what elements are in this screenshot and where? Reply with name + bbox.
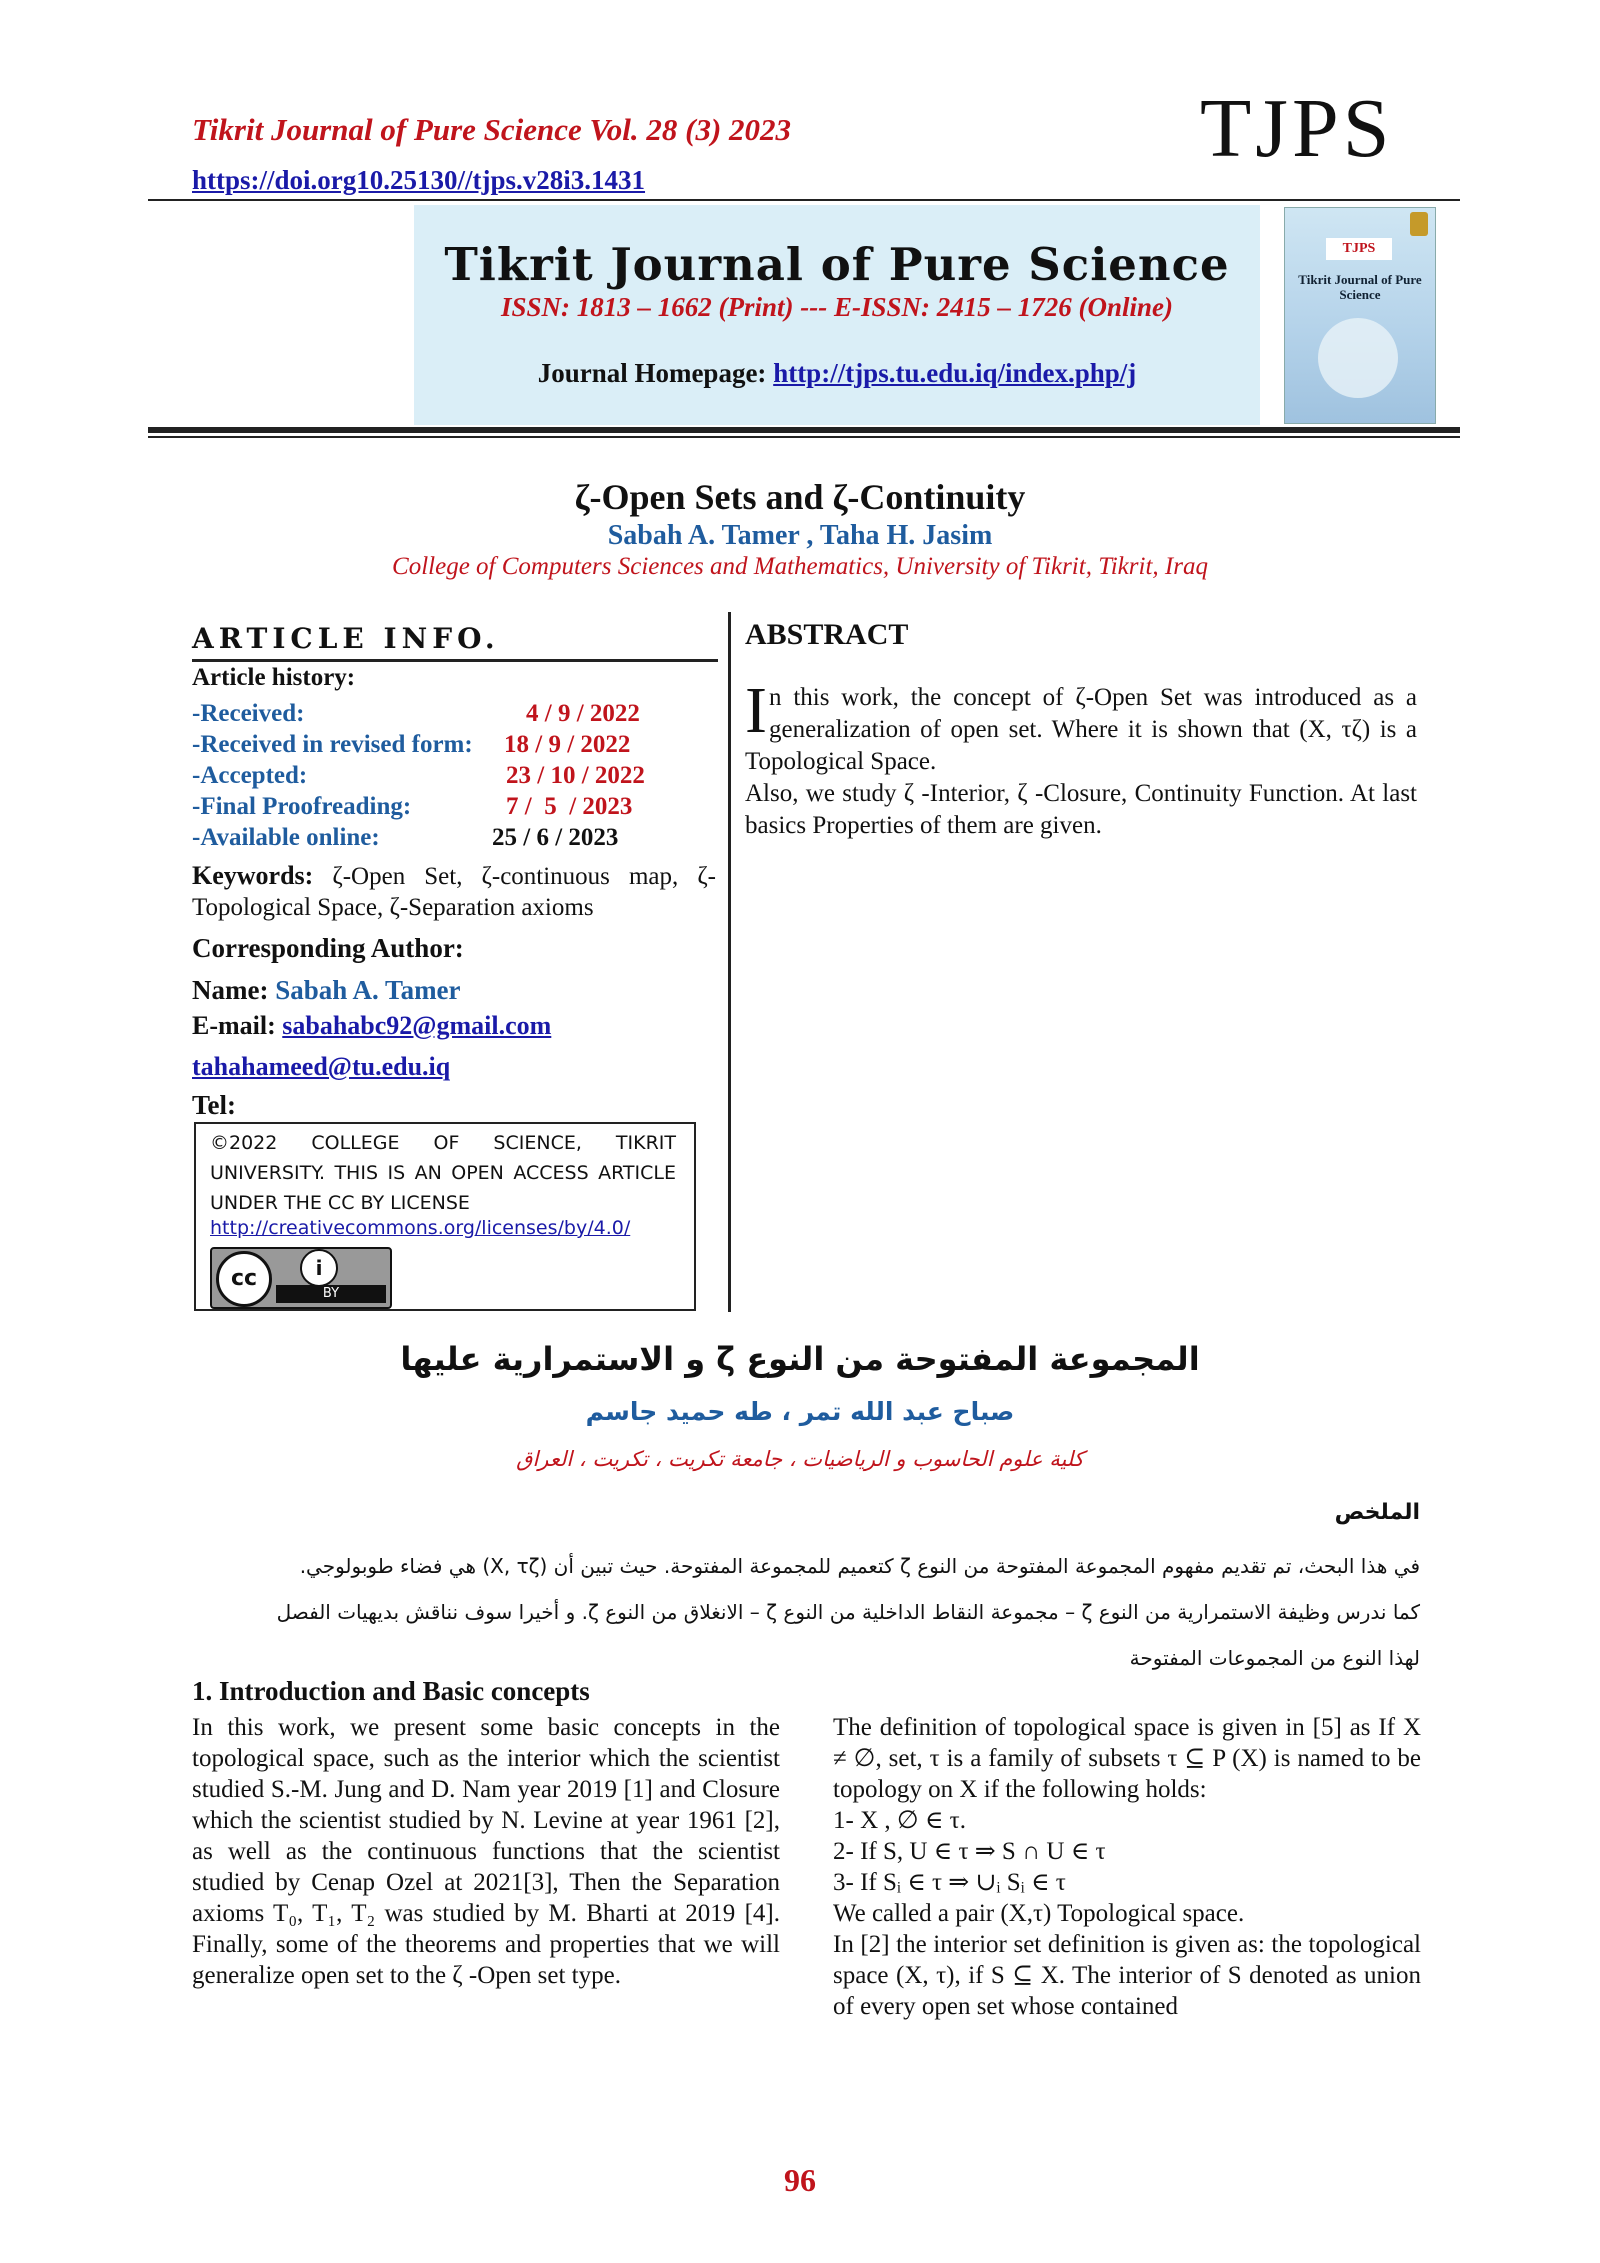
keywords: [192, 860, 716, 923]
banner-homepage: [414, 358, 1260, 389]
author-name: Name: Sabah A. Tamer: [192, 975, 461, 1005]
email-link-1[interactable]: sabahabc92@gmail.com: [282, 1011, 552, 1040]
history-revised: -Received in revised form: 18 / 9 / 2022: [192, 731, 631, 758]
abstract-body: [745, 674, 1417, 842]
page-number: 96: [784, 2162, 816, 2198]
cover-label: TJPS: [1326, 238, 1392, 260]
attribution-person-icon: i: [300, 1249, 338, 1287]
homepage-link[interactable]: http://tjps.tu.edu.iq/index.php/j: [773, 358, 1137, 388]
arabic-abstract-heading: الملخص: [1334, 1500, 1420, 1525]
banner-issn: ISSN: 1813 – 1662 (Print) --- E-ISSN: 2415 – 1726 (Online): [500, 292, 1174, 322]
cover-emblem-watermark: [1318, 318, 1398, 398]
email-link-2[interactable]: tahahameed@tu.edu.iq: [192, 1052, 451, 1081]
tjps-logo: TJPS: [1200, 82, 1394, 175]
corresponding-author-label: Corresponding Author:: [192, 933, 464, 963]
intro-right-column: [833, 1712, 1421, 2022]
arabic-line-2: كما ندرس وظيفة الاستمرارية من النوع ζ – مجموعة النقاط الداخلية من النوع ζ – الانغلاق من النوع ζ. و أخيرا سوف نناقش بديهيات الفصل: [276, 1600, 1420, 1624]
tel-label: Tel:: [192, 1090, 237, 1120]
keywords-label: Keywords:: [192, 861, 314, 890]
paper-title: ζ-Open Sets and ζ-Continuity: [574, 477, 1026, 517]
abstract-paragraph-2: Also, we study ζ -Interior, ζ -Closure, Continuity Function. At last basics Properties of them are given.: [745, 780, 1417, 839]
by-label: BY: [276, 1285, 386, 1303]
axiom-2: 2- If S, U ∈ τ ⇒ S ∩ U ∈ τ: [833, 1838, 1106, 1865]
history-final-proofreading: -Final Proofreading: 7 / 5 / 2023: [192, 793, 633, 820]
journal-citation: Tikrit Journal of Pure Science Vol. 28 (3) 2023: [192, 112, 792, 147]
license-link[interactable]: http://creativecommons.org/licenses/by/4.0/: [210, 1217, 631, 1239]
arabic-line-3: لهذا النوع من المجموعات المفتوحة: [1129, 1646, 1420, 1670]
column-divider: [728, 612, 731, 1312]
banner-title: Tikrit Journal of Pure Science: [444, 238, 1230, 291]
banner-bottom-rule: [148, 427, 1460, 433]
author-email: E-mail: sabahabc92@gmail.com: [192, 1011, 552, 1040]
article-history-label: Article history:: [192, 664, 356, 691]
axiom-3: 3- If Sᵢ ∈ τ ⇒ ∪ᵢ Sᵢ ∈ τ: [833, 1869, 1066, 1896]
history-received: -Received: 4 / 9 / 2022: [192, 700, 640, 727]
cc-icon: cc: [216, 1251, 272, 1307]
abstract-dropcap: I: [745, 674, 767, 747]
abstract-paragraph-1: n this work, the concept of ζ-Open Set was introduced as a generalization of open set. Where it is shown that (X, τζ) is a Topological Space.: [745, 684, 1417, 775]
history-accepted: -Accepted: 23 / 10 / 2022: [192, 762, 645, 789]
article-info-rule: [192, 659, 718, 662]
interior-definition: In [2] the interior set definition is given as: the topological space (X, τ), if S ⊆ X. The interior of S denoted as union of every open set whose contained: [833, 1931, 1421, 2020]
section-heading-introduction: 1. Introduction and Basic concepts: [192, 1676, 590, 1706]
history-available-online: -Available online: 25 / 6 / 2023: [192, 824, 619, 851]
arabic-authors: صباح عبد الله تمر ، طه حميد جاسم: [585, 1397, 1015, 1426]
topological-space-pair: We called a pair (X,τ) Topological space.: [833, 1900, 1245, 1927]
banner-bottom-rule-thin: [148, 436, 1460, 438]
arabic-line-1: في هذا البحث، تم تقديم مفهوم المجموعة المفتوحة من النوع ζ كتعميم للمجموعة المفتوحة. حيث تبين أن (X, τζ) هي فضاء طوبولوجي.: [299, 1554, 1420, 1578]
homepage-label: Journal Homepage:: [537, 358, 774, 388]
intro-left-column: In this work, we present some basic concepts in the topological space, such as the interior which the scientist studied S.-M. Jung and D. Nam year 2019 [1] and Closure which the scientist studied by N. Levine at year 1961 [2], as well as the continuous functions that the scientist studied by Cenap Ozel at 2021[3], Then the Separation axioms T₀, T₁, T₂ was studied by M. Bharti at 2019 [4]. Finally, some of the theorems and properties that we will generalize open set to the ζ -Open set type.: [192, 1714, 780, 1989]
arabic-title: المجموعة المفتوحة من النوع ζ و الاستمرارية عليها: [400, 1340, 1200, 1378]
arabic-abstract-body: [180, 1543, 1420, 1681]
doi-link[interactable]: https://doi.org10.25130//tjps.v28i3.1431: [192, 165, 646, 195]
abstract-heading: ABSTRACT: [745, 618, 909, 651]
arabic-affiliation: كلية علوم الحاسوب و الرياضيات ، جامعة تكريت ، تكريت ، العراق: [516, 1447, 1084, 1471]
article-info-heading: ARTICLE INFO.: [192, 622, 500, 655]
axiom-1: 1- X , ∅ ∈ τ.: [833, 1807, 966, 1834]
header-rule: [148, 199, 1460, 201]
paper-affiliation: College of Computers Sciences and Mathematics, University of Tikrit, Tikrit, Iraq: [392, 553, 1208, 580]
topology-definition: The definition of topological space is given in [5] as If X ≠ ∅, set, τ is a family of subsets τ ⊆ P (X) is named to be topology on X if the following holds:: [833, 1714, 1421, 1803]
cover-journal-name: Tikrit Journal of Pure Science: [1298, 272, 1422, 302]
license-text: ©2022 COLLEGE OF SCIENCE, TIKRIT UNIVERSITY. THIS IS AN OPEN ACCESS ARTICLE UNDER THE CC BY LICENSE: [210, 1132, 676, 1214]
keywords-list: ζ-Open Set, ζ-continuous map, ζ-Topological Space, ζ-Separation axioms: [192, 863, 716, 921]
university-emblem-icon: [1410, 212, 1428, 236]
paper-authors: Sabah A. Tamer , Taha H. Jasim: [607, 520, 993, 551]
